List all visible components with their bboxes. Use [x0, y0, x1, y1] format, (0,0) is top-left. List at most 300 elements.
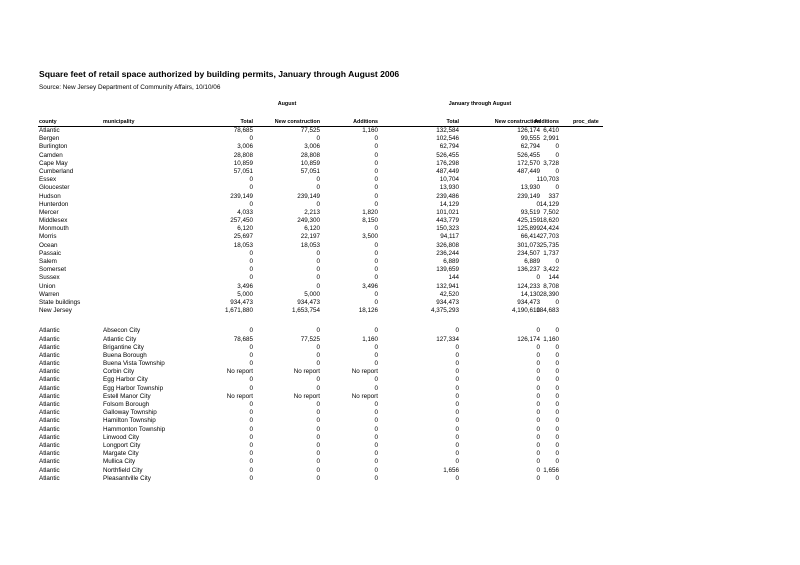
- cell-aug-total: 0: [249, 466, 253, 474]
- cell-aug-additions: 0: [374, 167, 378, 175]
- cell-aug-additions: 0: [374, 290, 378, 298]
- cell-ytd-new: 1: [536, 176, 540, 184]
- cell-ytd-total: 236,244: [436, 249, 459, 257]
- cell-ytd-additions: 3,728: [543, 159, 559, 167]
- cell-ytd-total: 0: [455, 474, 459, 482]
- cell-aug-additions: 0: [374, 343, 378, 351]
- cell-aug-additions: 0: [374, 458, 378, 466]
- cell-ytd-total: 42,520: [439, 290, 459, 298]
- cell-ytd-new: 136,237: [517, 266, 540, 274]
- cell-municipality: Egg Harbor Township: [103, 384, 164, 392]
- cell-aug-total: 0: [249, 249, 253, 257]
- county-row: [0, 152, 800, 160]
- cell-ytd-new: 301,073: [517, 241, 540, 249]
- cell-ytd-additions: 0: [555, 417, 559, 425]
- cell-ytd-additions: 0: [555, 450, 559, 458]
- municipality-row: [0, 344, 800, 352]
- cell-county: Atlantic: [39, 376, 60, 384]
- cell-county: Somerset: [39, 266, 66, 274]
- cell-aug-new: 0: [316, 474, 320, 482]
- cell-ytd-additions: 0: [555, 167, 559, 175]
- cell-ytd-new: 0: [536, 343, 540, 351]
- cell-ytd-new: 6,889: [524, 258, 540, 265]
- cell-county: Atlantic: [39, 351, 60, 359]
- cell-ytd-total: 0: [455, 409, 459, 417]
- cell-aug-additions: 0: [374, 274, 378, 282]
- cell-aug-additions: No report: [351, 392, 378, 400]
- cell-aug-additions: 0: [374, 425, 378, 433]
- county-row: [0, 217, 800, 225]
- cell-county: Monmouth: [39, 225, 69, 233]
- county-row: [0, 160, 800, 168]
- cell-county: Ocean: [39, 241, 58, 249]
- cell-ytd-additions: 2,991: [543, 135, 559, 143]
- cell-aug-total: 0: [249, 266, 253, 274]
- cell-aug-total: 18,053: [233, 241, 253, 249]
- cell-ytd-new: 0: [536, 474, 540, 482]
- cell-ytd-total: 0: [455, 351, 459, 359]
- cell-aug-new: 77,525: [300, 335, 320, 343]
- cell-municipality: Egg Harbor City: [103, 376, 148, 384]
- cell-county: Salem: [39, 258, 57, 265]
- cell-aug-total: 0: [249, 258, 253, 265]
- cell-ytd-new: 14,130: [520, 290, 540, 298]
- cell-aug-new: No report: [293, 368, 320, 376]
- cell-municipality: Margate City: [103, 450, 139, 458]
- county-row: [0, 266, 800, 274]
- cell-ytd-total: 0: [455, 401, 459, 408]
- cell-aug-total: 1,671,880: [224, 307, 253, 315]
- cell-aug-total: 0: [249, 425, 253, 433]
- municipality-row: [0, 368, 800, 376]
- cell-ytd-additions: 0: [555, 433, 559, 441]
- cell-ytd-additions: 25,735: [539, 241, 559, 249]
- cell-aug-new: 0: [316, 274, 320, 282]
- cell-aug-additions: 3,500: [362, 233, 378, 241]
- cell-ytd-additions: 0: [555, 474, 559, 482]
- cell-county: Sussex: [39, 274, 60, 282]
- cell-aug-total: 0: [249, 176, 253, 184]
- cell-aug-additions: 0: [374, 376, 378, 384]
- cell-ytd-total: 934,473: [436, 298, 459, 306]
- county-row: [0, 176, 800, 184]
- cell-ytd-new: 425,159: [517, 217, 540, 225]
- municipality-row: [0, 336, 800, 344]
- cell-aug-total: 78,685: [233, 335, 253, 343]
- cell-ytd-total: 132,584: [436, 127, 459, 134]
- cell-aug-new: 6,120: [304, 225, 320, 233]
- cell-aug-new: 0: [316, 441, 320, 449]
- municipality-row: [0, 360, 800, 368]
- county-row: [0, 283, 800, 291]
- cell-aug-new: 249,300: [297, 217, 320, 225]
- cell-aug-additions: 18,126: [358, 307, 378, 315]
- cell-aug-total: No report: [226, 368, 253, 376]
- cell-aug-new: 0: [316, 433, 320, 441]
- cell-ytd-additions: 0: [555, 327, 559, 335]
- cell-aug-additions: 0: [374, 159, 378, 167]
- cell-ytd-new: 172,570: [517, 159, 540, 167]
- county-row: [0, 143, 800, 151]
- municipality-row: [0, 417, 800, 425]
- cell-ytd-additions: 0: [555, 368, 559, 376]
- cell-aug-additions: 8,150: [362, 217, 378, 225]
- cell-ytd-total: 62,794: [439, 143, 459, 151]
- cell-aug-new: 2,213: [304, 208, 320, 216]
- cell-ytd-additions: 7,502: [543, 208, 559, 216]
- header-proc-date: proc_date: [573, 119, 599, 125]
- municipality-row: [0, 401, 800, 409]
- cell-ytd-total: 526,455: [436, 151, 459, 159]
- cell-ytd-additions: 0: [555, 425, 559, 433]
- cell-county: Atlantic: [39, 441, 60, 449]
- municipality-row: [0, 352, 800, 360]
- cell-aug-new: 0: [316, 135, 320, 143]
- cell-county: Atlantic: [39, 450, 60, 458]
- cell-ytd-new: 0: [536, 466, 540, 474]
- cell-ytd-new: 125,899: [517, 225, 540, 233]
- cell-ytd-total: 0: [455, 368, 459, 376]
- cell-aug-additions: 0: [374, 241, 378, 249]
- municipality-row: [0, 442, 800, 450]
- cell-ytd-additions: 184,683: [536, 307, 559, 315]
- cell-county: Hudson: [39, 192, 61, 200]
- page-title: Square feet of retail space authorized by building permits, January through August 2006: [39, 69, 400, 79]
- cell-ytd-total: 13,930: [439, 184, 459, 192]
- cell-ytd-total: 127,334: [436, 335, 459, 343]
- cell-ytd-additions: 24,424: [539, 225, 559, 233]
- cell-county: Essex: [39, 176, 57, 184]
- cell-ytd-new: 124,233: [517, 282, 540, 290]
- cell-aug-additions: 0: [374, 176, 378, 184]
- cell-ytd-additions: 3,422: [543, 266, 559, 274]
- cell-municipality: Estell Manor City: [103, 392, 151, 400]
- cell-ytd-total: 0: [455, 376, 459, 384]
- cell-ytd-additions: 0: [555, 298, 559, 306]
- municipality-row: [0, 385, 800, 393]
- cell-aug-total: 10,859: [233, 159, 253, 167]
- cell-ytd-additions: 1,160: [543, 335, 559, 343]
- cell-aug-additions: 0: [374, 360, 378, 368]
- cell-ytd-total: 0: [455, 417, 459, 425]
- cell-aug-new: 0: [316, 266, 320, 274]
- cell-ytd-new: 239,149: [517, 192, 540, 200]
- county-row: [0, 274, 800, 282]
- cell-aug-new: 22,197: [300, 233, 320, 241]
- cell-county: Camden: [39, 151, 63, 159]
- cell-ytd-new: 526,455: [517, 151, 540, 159]
- cell-municipality: Buena Borough: [103, 351, 147, 359]
- cell-municipality: Hammonton Township: [103, 425, 166, 433]
- cell-aug-additions: 0: [374, 441, 378, 449]
- cell-ytd-additions: 8,708: [543, 282, 559, 290]
- cell-ytd-total: 0: [455, 450, 459, 458]
- cell-ytd-total: 14,129: [439, 200, 459, 208]
- county-row: [0, 135, 800, 143]
- cell-ytd-new: 0: [536, 384, 540, 392]
- cell-aug-new: 28,808: [300, 151, 320, 159]
- cell-county: Atlantic: [39, 466, 60, 474]
- cell-ytd-total: 0: [455, 392, 459, 400]
- cell-ytd-total: 1,656: [443, 466, 459, 474]
- cell-county: Atlantic: [39, 401, 60, 408]
- cell-ytd-additions: 6,410: [543, 127, 559, 134]
- cell-county: State buildings: [39, 298, 81, 306]
- cell-municipality: Absecon City: [103, 327, 141, 335]
- cell-ytd-additions: 0: [555, 384, 559, 392]
- cell-aug-total: 3,496: [237, 282, 253, 290]
- cell-ytd-additions: 28,390: [539, 290, 559, 298]
- cell-aug-additions: 0: [374, 225, 378, 233]
- cell-aug-new: No report: [293, 392, 320, 400]
- cell-ytd-new: 0: [536, 376, 540, 384]
- cell-municipality: Folsom Borough: [103, 401, 150, 408]
- cell-county: Atlantic: [39, 127, 60, 134]
- cell-ytd-new: 126,174: [517, 127, 540, 134]
- source-note: Source: New Jersey Department of Community Affairs, 10/10/06: [39, 84, 221, 91]
- cell-aug-total: 0: [249, 360, 253, 368]
- cell-municipality: Corbin City: [103, 368, 135, 376]
- cell-ytd-new: 13,930: [520, 184, 540, 192]
- header-ytd-total: Total: [446, 119, 459, 125]
- cell-county: Burlington: [39, 143, 68, 151]
- cell-aug-new: 0: [316, 450, 320, 458]
- cell-aug-new: 5,000: [304, 290, 320, 298]
- cell-county: Atlantic: [39, 392, 60, 400]
- cell-aug-new: 0: [316, 417, 320, 425]
- cell-aug-new: 0: [316, 409, 320, 417]
- cell-ytd-new: 0: [536, 417, 540, 425]
- cell-aug-total: 0: [249, 351, 253, 359]
- cell-ytd-total: 4,375,293: [430, 307, 459, 315]
- cell-county: Atlantic: [39, 360, 60, 368]
- cell-county: Atlantic: [39, 409, 60, 417]
- cell-ytd-total: 144: [448, 274, 459, 282]
- cell-county: Atlantic: [39, 417, 60, 425]
- cell-county: Passaic: [39, 249, 62, 257]
- county-row: [0, 299, 800, 307]
- cell-ytd-total: 10,704: [439, 176, 459, 184]
- cell-aug-total: 239,149: [230, 192, 253, 200]
- cell-aug-total: 4,033: [237, 208, 253, 216]
- cell-county: New Jersey: [39, 307, 72, 315]
- cell-aug-additions: 0: [374, 249, 378, 257]
- cell-ytd-new: 0: [536, 392, 540, 400]
- cell-ytd-total: 0: [455, 327, 459, 335]
- cell-aug-new: 0: [316, 384, 320, 392]
- cell-aug-additions: 0: [374, 401, 378, 408]
- cell-county: Atlantic: [39, 368, 60, 376]
- cell-aug-additions: 1,820: [362, 208, 378, 216]
- cell-county: Atlantic: [39, 327, 60, 335]
- cell-ytd-new: 62,794: [520, 143, 540, 151]
- cell-aug-new: 18,053: [300, 241, 320, 249]
- cell-aug-new: 0: [316, 327, 320, 335]
- cell-county: Atlantic: [39, 335, 60, 343]
- cell-aug-additions: 0: [374, 433, 378, 441]
- county-row: [0, 209, 800, 217]
- cell-aug-total: 0: [249, 343, 253, 351]
- cell-aug-new: 0: [316, 258, 320, 265]
- cell-municipality: Atlantic City: [103, 335, 137, 343]
- county-row: [0, 184, 800, 192]
- cell-municipality: Northfield City: [103, 466, 143, 474]
- municipality-row: [0, 327, 800, 335]
- county-row: [0, 291, 800, 299]
- cell-ytd-new: 0: [536, 200, 540, 208]
- cell-ytd-additions: 0: [555, 360, 559, 368]
- cell-aug-additions: 0: [374, 200, 378, 208]
- header-ytd-new: New construction: [494, 119, 540, 125]
- data-table: [0, 127, 800, 483]
- cell-aug-additions: 0: [374, 184, 378, 192]
- cell-aug-additions: No report: [351, 368, 378, 376]
- cell-ytd-new: 0: [536, 425, 540, 433]
- cell-aug-total: 0: [249, 441, 253, 449]
- cell-aug-total: 0: [249, 401, 253, 408]
- cell-municipality: Linwood City: [103, 433, 140, 441]
- cell-ytd-new: 487,449: [517, 167, 540, 175]
- cell-aug-additions: 0: [374, 258, 378, 265]
- cell-ytd-total: 0: [455, 360, 459, 368]
- cell-aug-total: 6,120: [237, 225, 253, 233]
- cell-ytd-total: 0: [455, 441, 459, 449]
- cell-ytd-additions: 0: [555, 151, 559, 159]
- municipality-row: [0, 426, 800, 434]
- cell-ytd-new: 0: [536, 401, 540, 408]
- header-aug-additions: Additions: [353, 119, 378, 125]
- cell-ytd-additions: 144: [548, 274, 559, 282]
- cell-ytd-additions: 14,129: [539, 200, 559, 208]
- cell-aug-additions: 0: [374, 151, 378, 159]
- cell-ytd-total: 139,659: [436, 266, 459, 274]
- cell-ytd-additions: 10,703: [539, 176, 559, 184]
- cell-aug-total: 28,808: [233, 151, 253, 159]
- cell-ytd-total: 6,889: [443, 258, 459, 265]
- cell-ytd-additions: 337: [548, 192, 559, 200]
- cell-ytd-new: 66,414: [520, 233, 540, 241]
- cell-aug-total: 0: [249, 409, 253, 417]
- cell-aug-total: 0: [249, 450, 253, 458]
- cell-ytd-total: 326,808: [436, 241, 459, 249]
- cell-aug-total: 0: [249, 184, 253, 192]
- cell-municipality: Pleasantville City: [103, 474, 151, 482]
- cell-ytd-new: 0: [536, 327, 540, 335]
- cell-aug-total: 3,006: [237, 143, 253, 151]
- cell-aug-additions: 0: [374, 384, 378, 392]
- cell-ytd-new: 0: [536, 368, 540, 376]
- cell-aug-new: 0: [316, 360, 320, 368]
- cell-aug-new: 239,149: [297, 192, 320, 200]
- cell-ytd-total: 101,021: [436, 208, 459, 216]
- cell-aug-additions: 0: [374, 135, 378, 143]
- cell-aug-total: 0: [249, 458, 253, 466]
- cell-ytd-additions: 0: [555, 441, 559, 449]
- cell-aug-total: 0: [249, 200, 253, 208]
- cell-aug-total: 25,697: [233, 233, 253, 241]
- cell-ytd-new: 4,190,610: [511, 307, 540, 315]
- municipality-row: [0, 393, 800, 401]
- cell-aug-additions: 0: [374, 351, 378, 359]
- cell-aug-new: 57,051: [300, 167, 320, 175]
- cell-ytd-new: 0: [536, 458, 540, 466]
- cell-ytd-additions: 0: [555, 376, 559, 384]
- cell-aug-new: 10,859: [300, 159, 320, 167]
- cell-ytd-new: 126,174: [517, 335, 540, 343]
- cell-ytd-additions: 0: [555, 351, 559, 359]
- cell-aug-additions: 0: [374, 409, 378, 417]
- municipality-row: [0, 475, 800, 483]
- cell-ytd-total: 94,117: [440, 233, 459, 241]
- cell-ytd-additions: 0: [555, 143, 559, 151]
- county-row: [0, 127, 800, 135]
- county-row: [0, 258, 800, 266]
- cell-municipality: Longport City: [103, 441, 141, 449]
- cell-county: Atlantic: [39, 433, 60, 441]
- cell-aug-new: 0: [316, 249, 320, 257]
- section-gap: [0, 315, 800, 327]
- cell-ytd-additions: 0: [555, 258, 559, 265]
- cell-ytd-additions: 0: [555, 401, 559, 408]
- cell-ytd-total: 176,298: [436, 159, 459, 167]
- cell-ytd-new: 0: [536, 409, 540, 417]
- header-municipality: municipality: [103, 119, 135, 125]
- cell-aug-additions: 0: [374, 298, 378, 306]
- cell-municipality: Hamilton Township: [103, 417, 156, 425]
- cell-aug-total: 0: [249, 135, 253, 143]
- county-row: [0, 307, 800, 315]
- cell-municipality: Brigantine City: [103, 343, 144, 351]
- cell-aug-new: 0: [316, 401, 320, 408]
- cell-ytd-additions: 0: [555, 409, 559, 417]
- county-row: [0, 168, 800, 176]
- cell-aug-new: 0: [316, 184, 320, 192]
- cell-aug-additions: 0: [374, 466, 378, 474]
- cell-ytd-new: 0: [536, 450, 540, 458]
- group-label-august: August: [277, 101, 297, 107]
- cell-aug-new: 934,473: [297, 298, 320, 306]
- cell-county: Atlantic: [39, 384, 60, 392]
- cell-county: Warren: [39, 290, 60, 298]
- cell-aug-new: 0: [316, 343, 320, 351]
- cell-municipality: Buena Vista Township: [103, 360, 165, 368]
- municipality-row: [0, 434, 800, 442]
- group-label-ytd: January through August: [448, 101, 512, 107]
- cell-county: Bergen: [39, 135, 60, 143]
- county-row: [0, 250, 800, 258]
- cell-county: Mercer: [39, 208, 59, 216]
- cell-ytd-additions: 1,737: [543, 249, 559, 257]
- cell-county: Atlantic: [39, 343, 60, 351]
- cell-aug-total: 257,450: [230, 217, 253, 225]
- cell-county: Middlesex: [39, 217, 68, 225]
- cell-ytd-additions: 0: [555, 392, 559, 400]
- cell-ytd-new: 0: [536, 274, 540, 282]
- cell-ytd-additions: 18,620: [539, 217, 559, 225]
- header-county: county: [39, 119, 57, 125]
- cell-aug-total: 0: [249, 417, 253, 425]
- cell-ytd-total: 0: [455, 433, 459, 441]
- county-row: [0, 193, 800, 201]
- cell-aug-new: 0: [316, 282, 320, 290]
- cell-aug-total: 0: [249, 433, 253, 441]
- cell-county: Atlantic: [39, 474, 60, 482]
- cell-aug-total: 0: [249, 384, 253, 392]
- cell-aug-new: 1,653,754: [291, 307, 320, 315]
- cell-ytd-additions: 27,703: [539, 233, 559, 241]
- cell-aug-total: 934,473: [230, 298, 253, 306]
- cell-ytd-new: 0: [536, 433, 540, 441]
